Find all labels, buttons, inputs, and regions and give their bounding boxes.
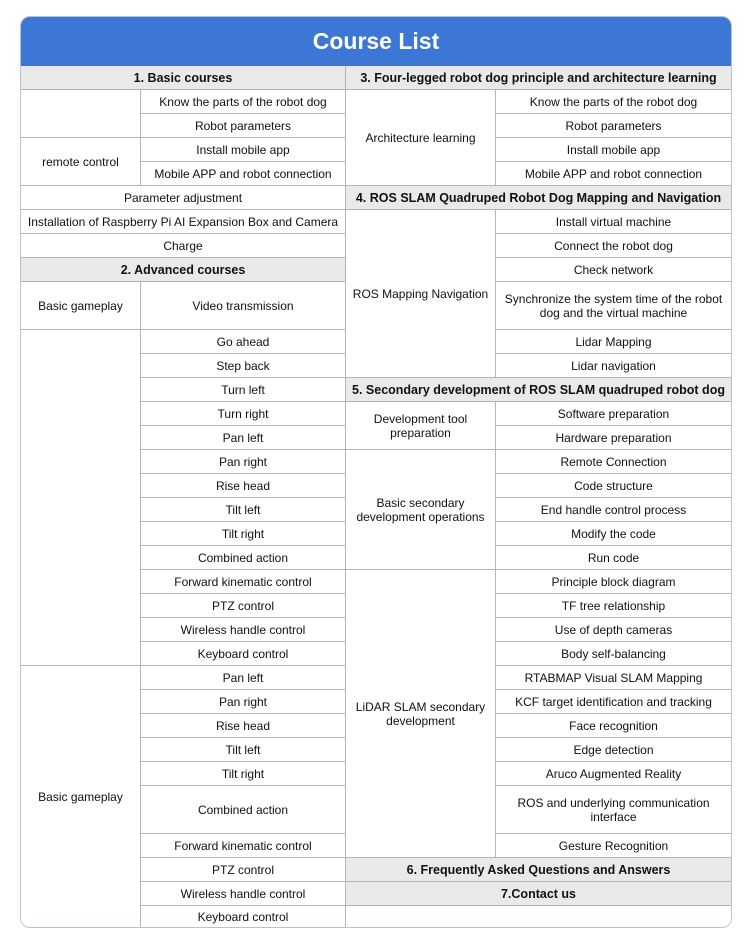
course-item: Go ahead	[141, 330, 346, 354]
course-item: Pan right	[141, 690, 346, 714]
course-item: Wireless handle control	[141, 882, 346, 906]
course-item: ROS and underlying communication interface	[496, 786, 731, 834]
course-item: Aruco Augmented Reality	[496, 762, 731, 786]
course-item: Mobile APP and robot connection	[496, 162, 731, 186]
course-item: Pan left	[141, 666, 346, 690]
course-item: Install mobile app	[496, 138, 731, 162]
section-header-faq: 6. Frequently Asked Questions and Answers	[346, 858, 731, 882]
course-item: Tilt right	[141, 762, 346, 786]
course-item: Charge	[21, 234, 346, 258]
course-item: Keyboard control	[141, 642, 346, 666]
course-item: Gesture Recognition	[496, 834, 731, 858]
course-item: End handle control process	[496, 498, 731, 522]
course-item: Forward kinematic control	[141, 834, 346, 858]
course-item: KCF target identification and tracking	[496, 690, 731, 714]
empty-cell	[346, 906, 731, 927]
category-architecture-learning: Architecture learning	[346, 90, 496, 186]
course-item: Combined action	[141, 786, 346, 834]
category-ros-mapping-navigation: ROS Mapping Navigation	[346, 210, 496, 378]
course-item: Installation of Raspberry Pi AI Expansion Box and Camera	[21, 210, 346, 234]
course-item: Lidar navigation	[496, 354, 731, 378]
course-item: Run code	[496, 546, 731, 570]
course-item: Tilt right	[141, 522, 346, 546]
course-item: PTZ control	[141, 858, 346, 882]
course-item: Wireless handle control	[141, 618, 346, 642]
section-header-architecture: 3. Four-legged robot dog principle and architecture learning	[346, 66, 731, 90]
course-item: Synchronize the system time of the robot dog and the virtual machine	[496, 282, 731, 330]
course-item: Rise head	[141, 714, 346, 738]
section-header-contact: 7.Contact us	[346, 882, 731, 906]
course-item: Combined action	[141, 546, 346, 570]
course-item: Lidar Mapping	[496, 330, 731, 354]
course-item: Parameter adjustment	[21, 186, 346, 210]
page-title: Course List	[312, 28, 440, 54]
course-item: Know the parts of the robot dog	[496, 90, 731, 114]
course-item: Rise head	[141, 474, 346, 498]
course-item: Edge detection	[496, 738, 731, 762]
course-item: Robot parameters	[496, 114, 731, 138]
course-item: Know the parts of the robot dog	[141, 90, 346, 114]
category-basic-secondary: Basic secondary development operations	[346, 450, 496, 570]
course-item: Pan left	[141, 426, 346, 450]
empty-cell	[21, 90, 141, 138]
category-basic-gameplay: Basic gameplay	[21, 666, 141, 927]
course-item: Tilt left	[141, 498, 346, 522]
course-item: Remote Connection	[496, 450, 731, 474]
course-item: Tilt left	[141, 738, 346, 762]
course-item: Video transmission	[141, 282, 346, 330]
course-item: Code structure	[496, 474, 731, 498]
course-item: Software preparation	[496, 402, 731, 426]
course-item: Mobile APP and robot connection	[141, 162, 346, 186]
section-header-advanced-courses: 2. Advanced courses	[21, 258, 346, 282]
course-item: Keyboard control	[141, 906, 346, 927]
section-header-secondary-development: 5. Secondary development of ROS SLAM quadruped robot dog	[346, 378, 731, 402]
course-item: Turn left	[141, 378, 346, 402]
category-remote-control: remote control	[21, 138, 141, 186]
course-item: Check network	[496, 258, 731, 282]
course-item: Turn right	[141, 402, 346, 426]
course-item: RTABMAP Visual SLAM Mapping	[496, 666, 731, 690]
section-header-basic-courses: 1. Basic courses	[21, 66, 346, 90]
course-item: Body self-balancing	[496, 642, 731, 666]
empty-cell	[21, 330, 141, 666]
course-item: Face recognition	[496, 714, 731, 738]
course-item: Robot parameters	[141, 114, 346, 138]
course-item: TF tree relationship	[496, 594, 731, 618]
course-item: Principle block diagram	[496, 570, 731, 594]
course-item: Connect the robot dog	[496, 234, 731, 258]
course-item: Install virtual machine	[496, 210, 731, 234]
category-development-tool: Development tool preparation	[346, 402, 496, 450]
section-header-ros-slam: 4. ROS SLAM Quadruped Robot Dog Mapping and Navigation	[346, 186, 731, 210]
course-item: Install mobile app	[141, 138, 346, 162]
category-basic-gameplay: Basic gameplay	[21, 282, 141, 330]
course-item: Modify the code	[496, 522, 731, 546]
course-item: Forward kinematic control	[141, 570, 346, 594]
title-banner	[21, 17, 731, 66]
course-item: Use of depth cameras	[496, 618, 731, 642]
category-lidar-secondary: LiDAR SLAM secondary development	[346, 570, 496, 858]
course-item: Step back	[141, 354, 346, 378]
course-item: Hardware preparation	[496, 426, 731, 450]
course-list-panel	[20, 16, 732, 928]
course-item: PTZ control	[141, 594, 346, 618]
course-item: Pan right	[141, 450, 346, 474]
